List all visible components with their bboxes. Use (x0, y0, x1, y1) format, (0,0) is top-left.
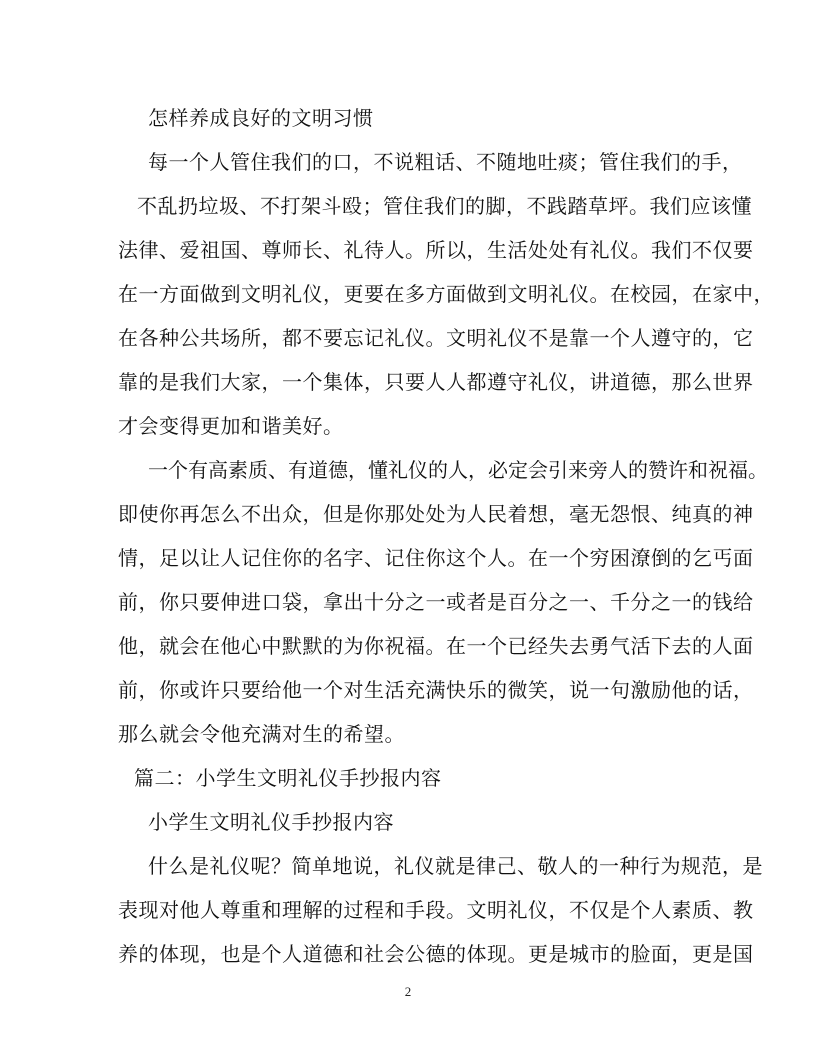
paragraph-line: 靠的是我们大家，一个集体，只要人人都遵守礼仪，讲道德，那么世界 (118, 370, 754, 394)
paragraph-line: 在一方面做到文明礼仪，更要在多方面做到文明礼仪。在校园，在家中， (118, 282, 774, 306)
paragraph-line: 法律、爱祖国、尊师长、礼待人。所以，生活处处有礼仪。我们不仅要 (118, 238, 754, 262)
paragraph-line: 养的体现，也是个人道德和社会公德的体现。更是城市的脸面，更是国 (118, 942, 754, 966)
paragraph-line: 情，足以让人记住你的名字、记住你这个人。在一个穷困潦倒的乞丐面 (118, 546, 754, 570)
paragraph-line: 什么是礼仪呢？简单地说，礼仪就是律己、敬人的一种行为规范，是 (148, 854, 763, 878)
paragraph-line: 他，就会在他心中默默的为你祝福。在一个已经失去勇气活下去的人面 (118, 634, 754, 658)
paragraph-line: 表现对他人尊重和理解的过程和手段。文明礼仪，不仅是个人素质、教 (118, 898, 754, 922)
section-title: 怎样养成良好的文明习惯 (148, 106, 374, 130)
paragraph-line: 即使你再怎么不出众，但是你那处处为人民着想，毫无怨恨、纯真的神 (118, 502, 754, 526)
page-number: 2 (404, 984, 412, 999)
paragraph-line: 一个有高素质、有道德，懂礼仪的人，必定会引来旁人的赞许和祝福。 (148, 458, 768, 482)
paragraph-line: 在各种公共场所，都不要忘记礼仪。文明礼仪不是靠一个人遵守的，它 (118, 326, 754, 350)
paragraph-line: 前，你只要伸进口袋，拿出十分之一或者是百分之一、千分之一的钱给 (118, 590, 754, 614)
paragraph-line: 才会变得更加和谐美好。 (118, 414, 344, 438)
section-heading: 篇二：小学生文明礼仪手抄报内容 (134, 766, 442, 790)
paragraph-line: 不乱扔垃圾、不打架斗殴；管住我们的脚，不践踏草坪。我们应该懂 (137, 194, 752, 218)
paragraph-line: 那么就会令他充满对生的希望。 (118, 722, 405, 746)
paragraph-line: 前，你或许只要给他一个对生活充满快乐的微笑，说一句激励他的话， (118, 678, 754, 702)
section-title: 小学生文明礼仪手抄报内容 (148, 810, 394, 834)
paragraph-line: 每一个人管住我们的口，不说粗话、不随地吐痰；管住我们的手， (148, 150, 743, 174)
